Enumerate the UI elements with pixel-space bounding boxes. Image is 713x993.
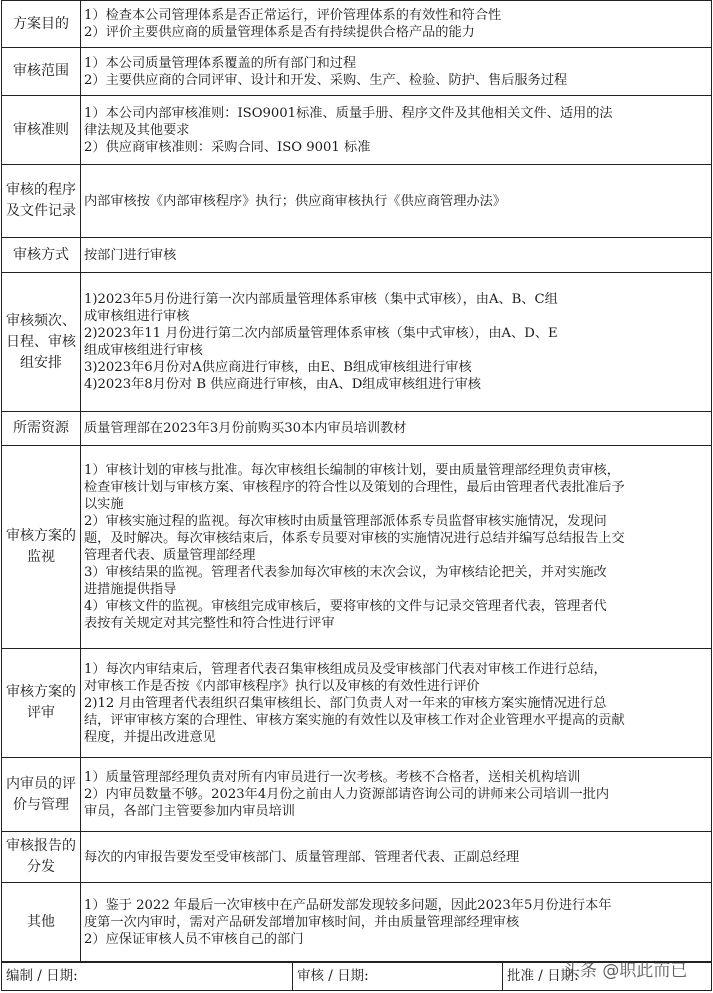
watermark: 头条 @职此而已 [563, 961, 688, 981]
content-line: 每次的内审报告要发至受审核部门、质量管理部、管理者代表、正副总经理 [84, 849, 520, 865]
row-label-line: 审核准则 [13, 121, 69, 138]
row-content [81, 238, 712, 273]
table-row [2, 165, 712, 238]
row-label-line: 监视 [27, 549, 55, 565]
row-label-line: 及文件记录 [6, 203, 76, 219]
row-content [81, 758, 712, 832]
row-label-line: 审核方式 [13, 246, 69, 263]
row-label-line: 审核方案的 [6, 528, 76, 544]
row-label-line: 价与管理 [13, 796, 69, 813]
content-line: 检查审核计划与审核方案、审核程序的符合性以及策划的合理性，最后由管理者代表批准后予 [84, 480, 625, 495]
row-label-line: 组安排 [20, 354, 62, 371]
content-line: 质量管理部在2023年3月份前购买30本内审员培训教材 [84, 421, 407, 436]
content-line: 对审核工作是否按《内部审核程序》执行以及审核的有效性进行评价 [84, 678, 480, 694]
content-line: 2）应保证审核人员不审核自己的部门 [84, 931, 304, 947]
content-line: 1）质量管理部经理负责对所有内审员进行一次考核。考核不合格者，送相关机构培训 [84, 770, 581, 785]
row-label [2, 165, 81, 238]
content-line: 以实施 [84, 497, 124, 512]
content-line: 1）每次内审结束后，管理者代表召集审核组成员及受审核部门代表对审核工作进行总结， [84, 661, 607, 677]
row-label [2, 48, 81, 96]
row-content [81, 1, 712, 48]
reviewed-by-date: 审核 / 日期: [293, 963, 503, 991]
table-row [2, 758, 712, 832]
content-line: 题，及时解决。每次审核结束后，体系专员要对审核的实施情况进行总结并编写总结报告上交 [84, 531, 625, 546]
content-line: 1）检查本公司管理体系是否正常运行，评价管理体系的有效性和符合性 [84, 8, 502, 23]
table-row [2, 832, 712, 883]
content-line: 律法规及其他要求 [84, 122, 190, 138]
table-row [2, 412, 712, 446]
content-line: 2）评价主要供应商的质量管理体系是否有持续提供合格产品的能力 [84, 25, 475, 40]
approved-by-date: 批准 / 日期: [503, 963, 712, 991]
row-label-line: 分发 [27, 859, 55, 875]
content-line: 3)2023年6月份对A供应商进行审核，由E、B组成审核组进行审核 [84, 360, 472, 375]
table-row [2, 1, 712, 48]
content-line: 4)2023年8月份对 B 供应商进行审核，由A、D组成审核组进行审核 [84, 377, 481, 392]
content-line: 2）主要供应商的合同评审、设计和开发、采购、生产、检验、防护、售后服务过程 [84, 72, 568, 88]
row-label-line: 审核频次、 [6, 312, 76, 329]
audit-program-table [1, 0, 712, 962]
content-line: 1)2023年5月份进行第一次内部质量管理体系审核（集中式审核），由A、B、C组 [84, 292, 558, 307]
row-content [81, 446, 712, 649]
row-label-line: 所需资源 [13, 420, 69, 436]
content-line: 3）审核结果的监视。管理者代表参加每次审核的末次会议，为审核结论把关，并对实施改 [84, 565, 607, 580]
row-label [2, 273, 81, 412]
content-line: 2)12 月由管理者代表组织召集审核组长、部门负责人对一年来的审核方案实施情况进行总 [84, 695, 607, 711]
table-row [2, 446, 712, 649]
row-content [81, 48, 712, 96]
content-line: 1）审核计划的审核与批准。每次审核组长编制的审核计划，要由质量管理部经理负责审核， [84, 463, 620, 478]
table-row [2, 273, 712, 412]
table-row [2, 96, 712, 165]
row-label-line: 审核范围 [13, 63, 69, 79]
row-label-line: 审核方案的 [6, 684, 76, 700]
content-line: 表按有关规定对其完整性和符合性进行评审 [84, 616, 335, 631]
row-content [81, 832, 712, 883]
row-label-line: 方案目的 [13, 15, 69, 32]
row-label [2, 883, 81, 962]
row-content [81, 883, 712, 962]
content-line: 内部审核按《内部审核程序》执行；供应商审核执行《供应商管理办法》 [84, 193, 506, 209]
content-line: 结，评审审核方案的合理性、审核方案实施的有效性以及审核工作对企业管理水平提高的贡献 [84, 712, 625, 728]
content-line: 审员，各部门主管要参加内审员培训 [84, 804, 295, 819]
content-line: 1）本公司质量管理体系覆盖的所有部门和过程 [84, 55, 357, 71]
row-label [2, 412, 81, 446]
row-label-line: 日程、审核 [6, 333, 76, 350]
content-line: 组成审核组进行审核 [84, 343, 203, 358]
row-label-line: 评审 [27, 705, 55, 721]
row-label [2, 1, 81, 48]
row-content [81, 165, 712, 238]
row-label [2, 832, 81, 883]
content-line: 进措施提供指导 [84, 582, 177, 597]
row-label-line: 其他 [27, 913, 55, 930]
content-line: 1）鉴于 2022 年最后一次审核中在产品研发部发现较多问题，因此2023年5月份进行本年 [84, 897, 612, 913]
content-line: 1）本公司内部审核准则：ISO9001标准、质量手册、程序文件及其他相关文件、适用的法 [84, 105, 613, 121]
prepared-by-date: 编制 / 日期: [2, 963, 293, 991]
row-label [2, 446, 81, 649]
content-line: 2)2023年11 月份进行第二次内部质量管理体系审核（集中式审核），由A、D、E [84, 326, 558, 341]
row-label-line: 内审员的评 [6, 775, 76, 792]
row-content [81, 649, 712, 758]
row-label [2, 649, 81, 758]
row-label-line: 审核报告的 [6, 838, 76, 854]
content-line: 2）供应商审核准则：采购合同、ISO 9001 标准 [84, 139, 371, 155]
content-line: 2）内审员数量不够。2023年4月份之前由人力资源部请咨询公司的讲师来公司培训一批内 [84, 787, 610, 802]
table-row [2, 238, 712, 273]
row-label [2, 238, 81, 273]
content-line: 2）审核实施过程的监视。每次审核时由质量管理部派体系专员监督审核实施情况，发现问 [84, 514, 607, 529]
row-content [81, 412, 712, 446]
table-row [2, 48, 712, 96]
content-line: 成审核组进行审核 [84, 309, 190, 324]
table-row [2, 649, 712, 758]
row-label [2, 758, 81, 832]
content-line: 按部门进行审核 [84, 247, 177, 263]
content-line: 4）审核文件的监视。审核组完成审核后，要将审核的文件与记录交管理者代表，管理者代 [84, 599, 607, 614]
content-line: 管理者代表、质量管理部经理 [84, 548, 256, 563]
table-row [2, 883, 712, 962]
row-label [2, 96, 81, 165]
content-line: 度第一次内审时，需对产品研发部增加审核时间，并由质量管理部经理审核 [84, 914, 520, 930]
row-label-line: 审核的程序 [6, 182, 76, 198]
row-content [81, 273, 712, 412]
row-content [81, 96, 712, 165]
content-line: 程度，并提出改进意见 [84, 729, 216, 745]
